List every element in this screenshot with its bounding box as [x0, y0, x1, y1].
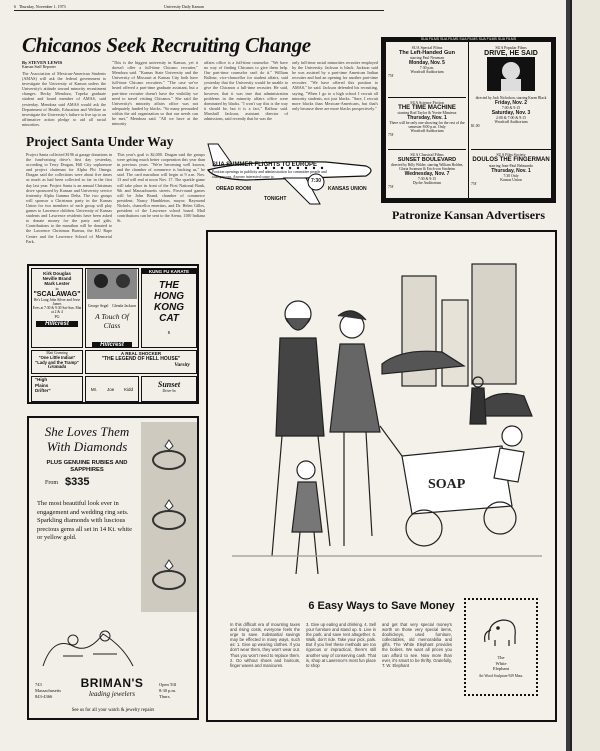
- dancing-couple-illustration: [33, 626, 143, 670]
- movie-title: A Touch Of Class: [95, 312, 129, 330]
- flights-day: TONIGHT: [264, 196, 287, 202]
- byline-role: Kansan Staff Reporter: [22, 65, 56, 69]
- chicanos-text-4: only full-time racial minorities recruiter employed by the University. Jackson is black. Jackson said he was assisted by a part-time American Indian recruiter and had an opening for another part-time recruiter. "We have offered this position to AMAS," he said. Jackson defended his recruiting, saying, "When I go to a high school I recruit all minority students, not just blacks. "Sure, I recruit more blacks than Mexican-Americans, but that's only because there are more blacks prospectively.": [292, 60, 378, 111]
- theater-sunset: Sunset: [157, 380, 181, 389]
- film-title: DRIVE, HE SAID: [484, 50, 538, 57]
- film-day: Thursday, Nov. 1: [491, 168, 531, 174]
- basketball-player-illustration: [487, 57, 535, 91]
- cart-sign: SOAP: [428, 477, 466, 492]
- film-times-2: 2:00 & 7:00 & 9:15: [496, 116, 526, 120]
- brimans-address: [35, 682, 61, 700]
- film-series: SUA Film Society: [496, 152, 526, 157]
- movie-line-2: Plains: [35, 382, 49, 388]
- movie-cast-2: Neville Brand: [42, 276, 72, 281]
- film-title: The Left-Handed Gun: [399, 50, 455, 56]
- film-title: THE TIME MACHINE: [398, 105, 456, 111]
- film-sunset-boulevard: [388, 152, 466, 189]
- film-credit: starring Jean-Paul Belmondo: [488, 164, 534, 168]
- theater-note: Drive-In: [162, 389, 176, 393]
- theater-hillcrest: Hillcrest: [36, 321, 78, 327]
- chicanos-text-1: The Association of Mexican-American Students (AMAS) will ask the federal government to investigate the University of Kansas unless the University's attitude toward minority recruitment changes. Becky Mendoza, Topeka graduate student and board member of AMAS, said yesterday. Mendoza said AMAS would ask the Department of Health, Education and Welfare to investigate the University's failure to live up to an affirmative action pledge to aid all racial minorities.: [22, 71, 106, 127]
- movie-rating: PG: [54, 314, 60, 319]
- movie-touch-of-class: [85, 268, 139, 348]
- santa-text-1: Project Santa collected $196 at garage donations in the fund-raising drive's first day yesterday, according to Terry Dragan, Hill City sophomore and project chairman for Alpha Phi Omega. Dragan said the collections were about five times as much as had been collected so far in the first day last year. Project Santa is an annual Christmas drive sponsored by Kansan and University service fraternity Alpha Gamma Delta. The two groups will sponsor a Christmas party in the Kansas Union for two members of each group will play games to Lawrence children. University of Kansas students and Lawrence residents have been asked to donate money for the party and gifts. Contributions to the marathon will be donated to the Lawrence Christmas Bureau, the KU Rape Center and the Lawrence School of Memorial Park.: [26, 152, 112, 244]
- movie-title: THE HONG KONG CAT: [154, 280, 184, 324]
- white-elephant-ad: [206, 230, 557, 722]
- movie-sunset-drive-in: [141, 376, 197, 402]
- film-times: 7:30 Only: [503, 174, 519, 178]
- film-day-2: Saturday, Nov. 3: [491, 110, 531, 116]
- movie-title-2: "Lady and the Tramp": [35, 360, 79, 365]
- hours-line-1: Open Till: [159, 682, 177, 687]
- flights-from: OREAD ROOM: [216, 186, 251, 192]
- film-place: Woodruff Auditorium: [410, 70, 444, 74]
- film-series: SUA Classical Films: [410, 152, 444, 157]
- movie-granada: [31, 350, 83, 374]
- patronize-banner: Patronize Kansan Advertisers: [391, 208, 546, 222]
- movie-title: "One Little Indian": [38, 355, 76, 360]
- movie-line-3: Drifter": [35, 388, 51, 393]
- movie-name-1: Mr.: [90, 386, 98, 392]
- movie-ads: [27, 264, 199, 404]
- paper-name: University Daily Kansan: [164, 4, 204, 9]
- film-times: 7:30 p.m.: [419, 66, 435, 70]
- santa-col-1: [26, 152, 112, 262]
- flights-time: 7:30: [310, 178, 321, 184]
- film-place: Kansas Union: [500, 178, 522, 182]
- byline: By STEVEN LEWIS: [22, 60, 63, 65]
- film-credit: starring Rod Taylor & Yvette Mimieux: [397, 111, 457, 115]
- movie-hong-kong-cat: [141, 268, 197, 348]
- masthead: [14, 4, 384, 9]
- elephant-col-3: [382, 622, 452, 718]
- film-price: 75¢: [471, 182, 477, 186]
- film-price: 75¢: [388, 185, 394, 189]
- actor-name-1: George Segal: [87, 304, 109, 308]
- hours-line-2: 8:30 p.m.: [159, 688, 177, 693]
- sua-films-ad: [381, 37, 556, 203]
- sua-border-text: SUA FILMS SUA FILMS SUA FILMS SUA FILMS SUA FILMS: [381, 37, 556, 42]
- film-series: SUA Science Fiction: [410, 100, 444, 105]
- hours-line-3: Thurs.: [159, 694, 171, 699]
- chicanos-text-2: "This is the biggest university in Kansas, yet it doesn't offer a full-time Chicano recruiter," Mendoza said. "Kansas State University and the University of Missouri at Kansas City both have full-time Chicano recruiters." "The case we've heard offered a part-time graduate assistant, but a part-time recruiter doesn't have the visibility we need to travel visiting Chicanos." She said the University's minority affairs office was not adequately funded by blacks. "So many persuaded within the aid organization so that our needs can be met," Mendoza said. "All we have at the minority: [112, 60, 198, 127]
- film-series: SUA Special Films: [411, 45, 443, 50]
- santa-text-2: This year's goal is $2,000. Dragan said the groups were getting much better cooperation this year than in previous years. "We're becoming well known, and the chamber of commerce is backing us," he said. The card marathon will begin at 9 a.m. Nov. 13 and will end at noon Nov. 17. The sparkle game will take place in front of the First National Bank, 9th and Massachusetts streets. First-round games will be John Brand, chamber of commerce president; Nancy Hambleton, mayor; Raymond Nichols, chancellor emeritus, and Dr. Helen Gilles, president of the Lawrence school board. Mail contributions can be sent to the Arena, 1100 Indiana St.: [117, 152, 205, 224]
- movie-in: in: [55, 286, 59, 291]
- film-credit: directed by Jack Nicholson, starring Karen Black: [475, 96, 547, 100]
- chicanos-headline: Chicanos Seek Recruiting Change: [22, 33, 311, 57]
- flights-ad: [206, 134, 378, 208]
- flights-title: SUA SUMMER FLIGHTS TO EUROPE: [212, 162, 318, 168]
- film-series: SUA Popular Films: [495, 45, 527, 50]
- store-address: Art Wood Sculpture 929 Mass.: [478, 673, 524, 678]
- movie-high-plains-drifter: [31, 376, 83, 402]
- movie-title-2: "THE LEGEND OF HELL HOUSE": [101, 356, 181, 362]
- elephant-col-1: [230, 622, 300, 718]
- brimans-body: The most beautiful look ever in engagement and wedding ring sets. Sparkling diamonds with luscious precious gems all set in 14 Kt. white or yellow gold.: [37, 500, 132, 541]
- brimans-tagline: leading jewelers: [88, 690, 136, 698]
- movie-label: Matt Groening: [46, 351, 68, 355]
- film-price: 75¢: [388, 133, 394, 137]
- brimans-hours: [159, 682, 176, 700]
- elephant-icon: [481, 610, 521, 650]
- adjacent-page-edge: [570, 0, 600, 751]
- chicanos-col-1: [22, 60, 106, 128]
- address-line-1: 743: [35, 682, 42, 687]
- film-place: Woodruff Auditorium: [410, 129, 444, 133]
- film-place: Woodruff Auditorium: [494, 120, 528, 124]
- chicanos-col-4: [292, 60, 378, 112]
- movie-banner: KUNG FU KARATE: [142, 269, 196, 274]
- movie-extra: He's Long John Silver and Jesse James: [33, 298, 81, 306]
- movie-name-3: Kidd: [124, 386, 134, 392]
- santa-col-2: [117, 152, 205, 262]
- actors-photo: [87, 269, 137, 299]
- chicanos-col-2: [112, 60, 198, 127]
- film-credit: directed by Billy Wilder, starring William Holden, Gloria Swanson & Erich von Stroheim: [390, 163, 464, 171]
- film-place: Dyche Auditorium: [412, 181, 442, 185]
- movie-times: Eves at 7:30 & 9:30 Sat-Sun. Mat at 2 & 4: [32, 306, 82, 314]
- film-day: Monday, Nov. 5: [409, 60, 445, 66]
- film-left-handed-gun: [388, 45, 466, 78]
- film-credit: starring Paul Newman: [410, 56, 444, 60]
- movie-name-2: Joe: [106, 386, 115, 392]
- elephant-headline: 6 Easy Ways to Save Money: [308, 600, 455, 612]
- brimans-name: BRIMAN'S: [80, 676, 144, 690]
- brimans-ad: [27, 416, 199, 720]
- theater-hillcrest: Hillcrest: [92, 342, 132, 348]
- flights-to: KANSAS UNION: [328, 186, 367, 192]
- address-line-2: Massachusetts: [35, 688, 61, 693]
- film-day: Friday, Nov. 2: [494, 100, 528, 106]
- flights-desc: Position openings in publicity and administration for committee people and chairpersons. Anyone interested come to: [212, 170, 327, 179]
- film-doulos: [471, 152, 551, 186]
- chicanos-text-3: affairs office is a full-time counselor. "We have no way of finding Chicanos to give them help. Our part-time counselor can't do it." William Balfour, vice-chancellor for student affairs, said yesterday that the University would be unable to give the Chicanos a full-time recruiter. He said, however, that it was true that administration problems in the minority affairs office were dominated by blacks. "I won't say this is the way it should be, but it is a fact," Balfour said. Marshall Jackson, assistant director of admissions, said recently that he was the: [204, 60, 288, 122]
- film-title: DOULOS THE FINGERMAN: [472, 157, 550, 163]
- store-line-2: White: [495, 660, 507, 666]
- project-santa-headline: Project Santa Under Way: [26, 134, 174, 149]
- movie-scalawag: [31, 268, 83, 348]
- movie-line-1: "High: [35, 377, 48, 382]
- theater-granada: Granada: [47, 365, 67, 370]
- chicanos-col-3: [204, 60, 288, 122]
- film-times: There will be only one showing for the rest of the semester 8:00 p.m. Only: [389, 121, 465, 129]
- movie-cast-1: Kirk Douglas: [43, 271, 71, 276]
- film-day: Thursday, Nov. 1: [407, 115, 447, 121]
- store-line-1: The: [497, 655, 505, 660]
- elephant-col-2: [306, 622, 376, 718]
- family-cart-illustration: [232, 256, 542, 586]
- movie-cast-3: Mark Lester: [44, 281, 70, 286]
- issue-date: Thursday, November 1, 1973: [18, 4, 66, 9]
- film-price: $1.00: [471, 124, 480, 128]
- film-day: Wednesday, Nov. 7: [404, 171, 450, 177]
- film-drive-he-said: [471, 45, 551, 128]
- page-number: 6: [14, 4, 16, 9]
- store-line-3: Elephant: [493, 666, 509, 671]
- brimans-from: From: [45, 480, 59, 486]
- elephant-text-1: In this difficult era of mounting taxes and rising costs, everyone feels the urge to save. Substantial savings may be effected in many ways, such as: 1. Give up wearing clothes. If you don't wear them, they won't wear out. Thus you won't need to replace them. 2. Do without shoes and haircuts, finger waves and manicures.: [230, 622, 300, 668]
- film-title: SUNSET BOULEVARD: [397, 157, 457, 163]
- movie-joe-kidd: [85, 376, 139, 402]
- brimans-logo: [75, 676, 149, 698]
- brimans-price: $335: [65, 476, 90, 488]
- film-times: 7:30 & 9:15: [417, 177, 437, 181]
- brimans-footer: See us for all your watch & jewelry repairs: [71, 708, 155, 713]
- movie-hell-house: [85, 350, 197, 374]
- movie-rating: R: [167, 330, 171, 335]
- address-line-3: 843-4366: [35, 694, 53, 699]
- film-time-machine: [388, 100, 466, 137]
- film-times: 7:00 & 9:15: [501, 106, 521, 110]
- elephant-text-2: 3. Give up eating and drinking. 4. Sell your furniture and stand up. 5. Live in the park, and save rent altogether. 6. Walk, don't ride. Take your pick, pals. But if you feel these methods are too rigorous or impractical, there's still another way of conserving cash. That is, shop at Lawrence's most fun place to shop: [306, 622, 376, 668]
- brimans-sub: PLUS GENUINE RUBIES AND SAPPHIRES: [46, 460, 128, 473]
- movie-title: "SCALAWAG": [33, 291, 81, 298]
- movie-title: A REAL SHOCKER: [120, 351, 162, 356]
- diamond-rings-photo: [141, 422, 197, 612]
- brimans-script: She Loves Them With Diamonds: [44, 424, 130, 454]
- actor-name-2: Glenda Jackson: [112, 304, 137, 308]
- theater-varsity: Varsity: [174, 362, 190, 368]
- elephant-logo-box: [464, 598, 538, 696]
- film-price: 75¢: [388, 74, 394, 78]
- elephant-text-3: and get that very special money's worth on those very special items, doohickeys, used furniture, collectables, old memorabilia and gifts. The White Elephant provides the boilers. We want all prices you can afford to see. Now more than ever, it's smart to be thrifty. Gratefully, T. W. Elephant: [382, 622, 452, 668]
